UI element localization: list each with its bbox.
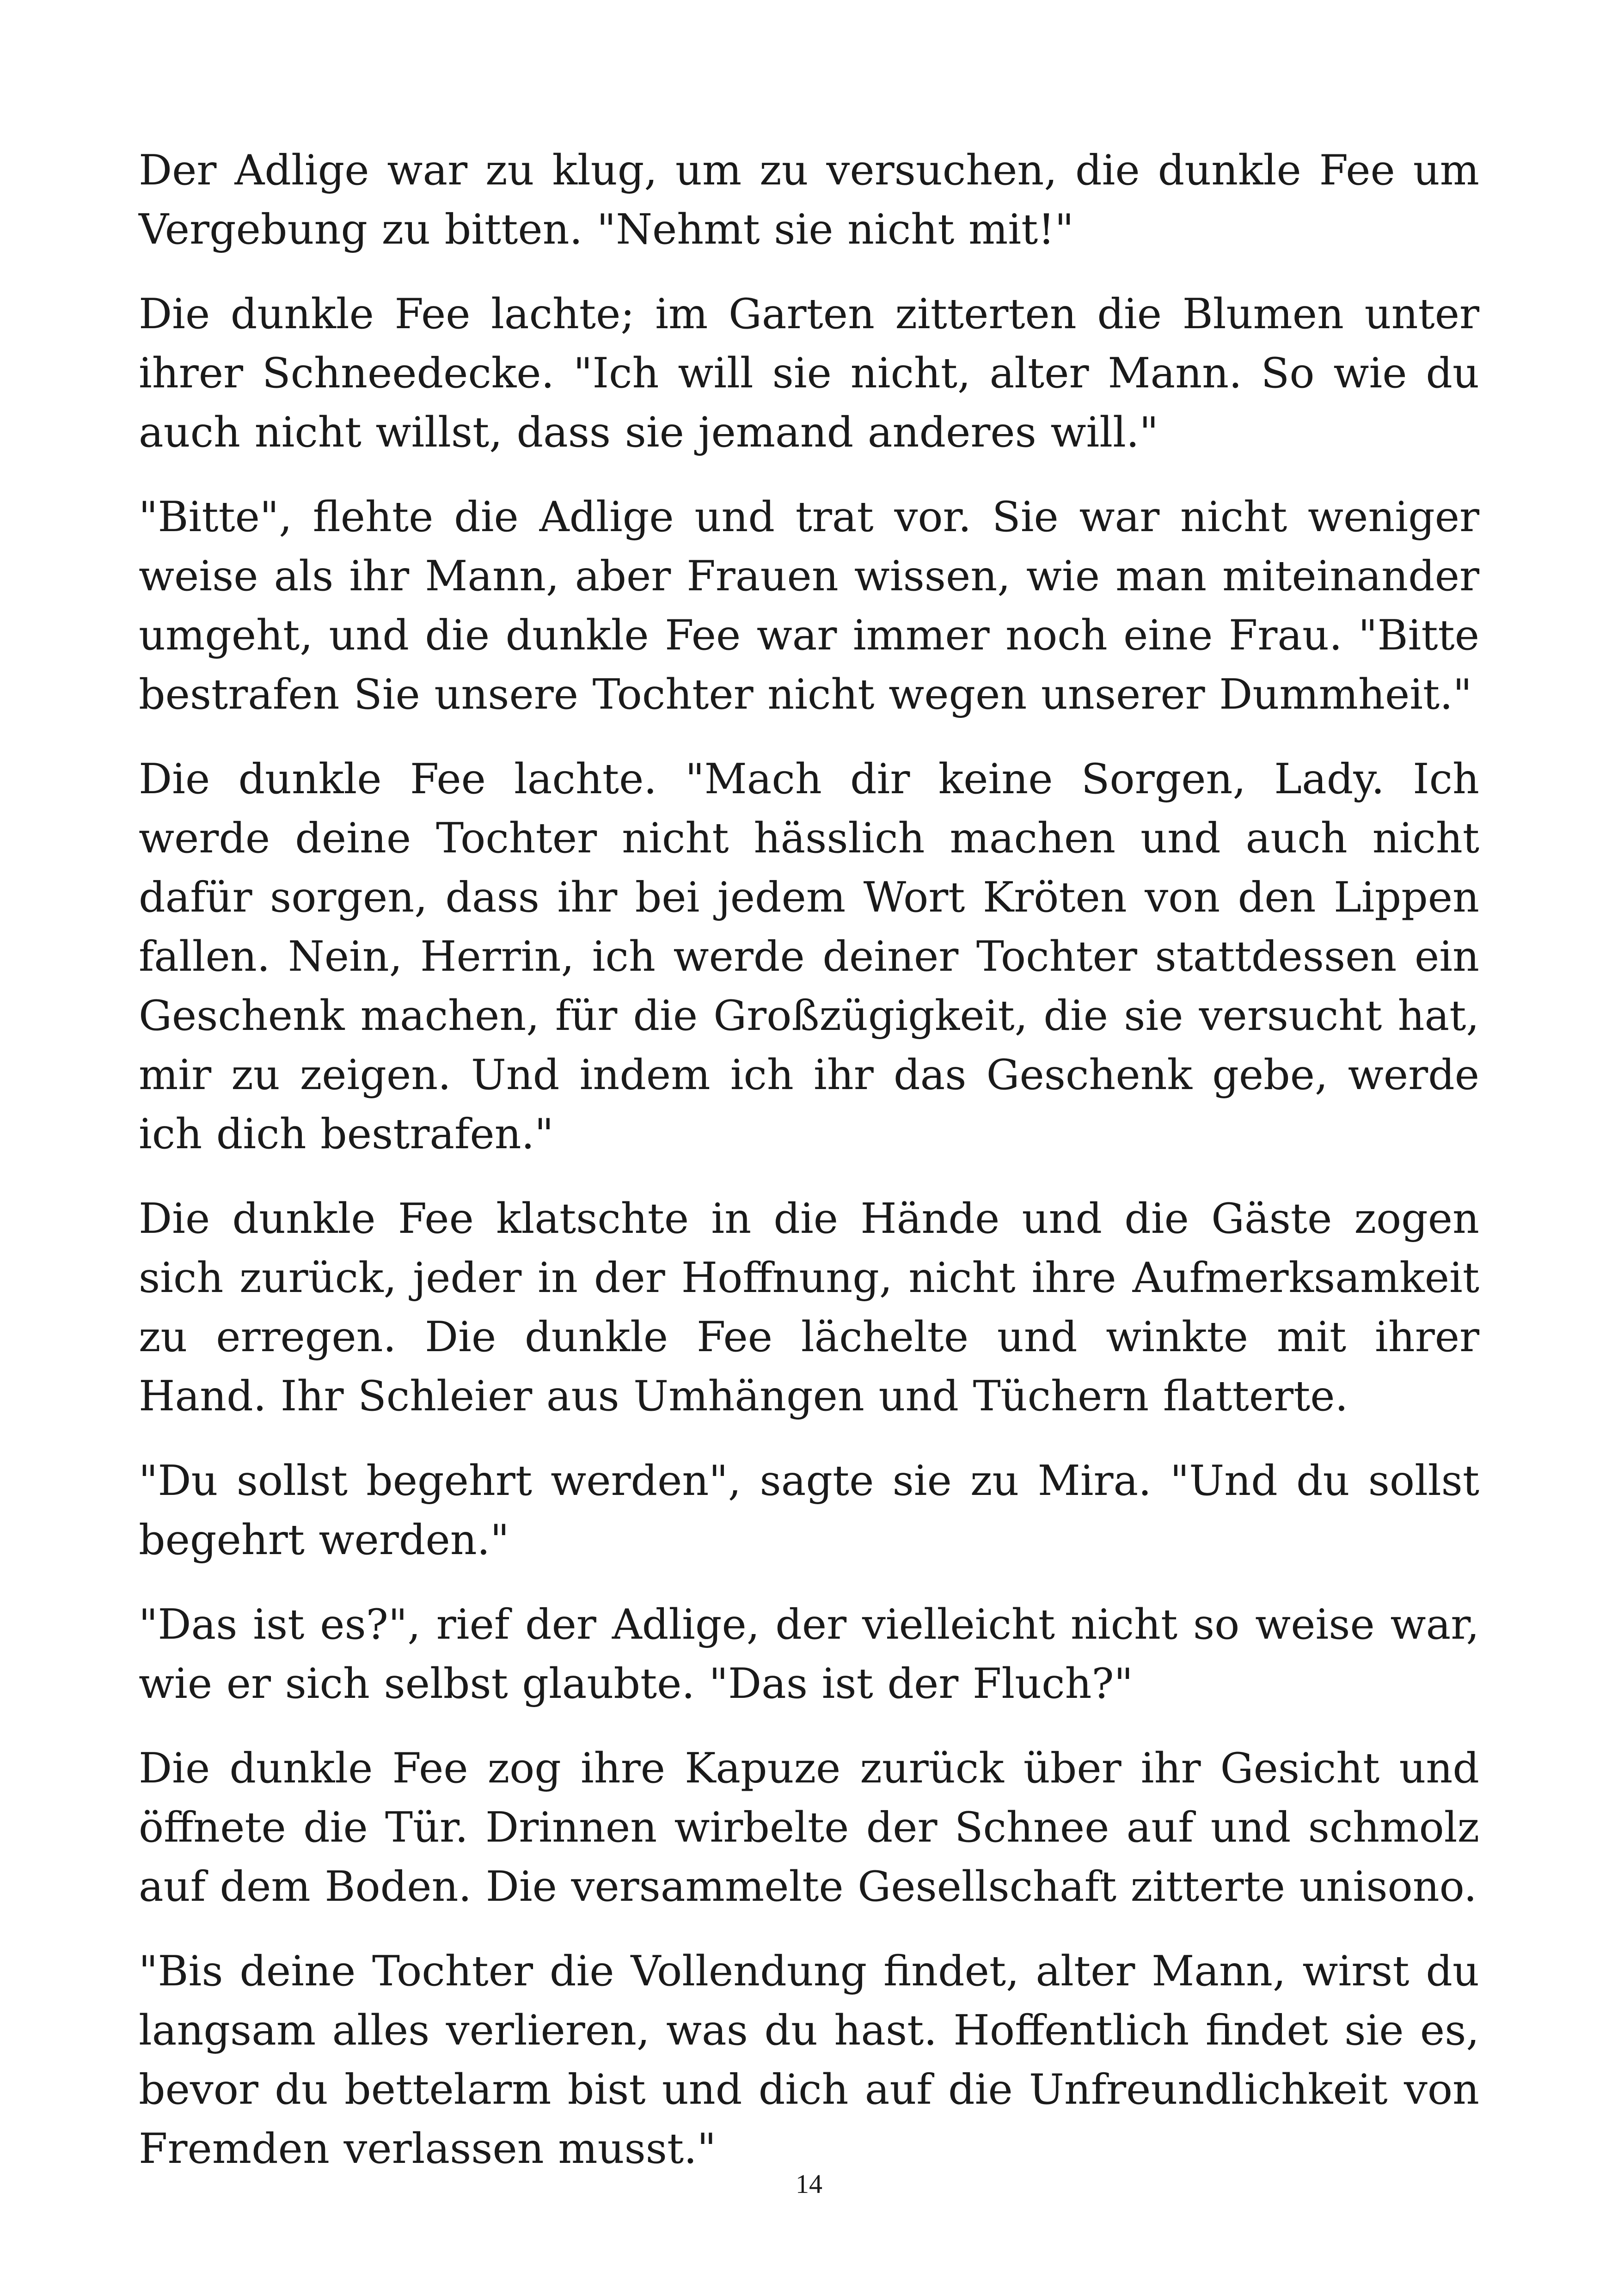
paragraph: Die dunkle Fee lachte; im Garten zitterten die Blumen unter ihrer Schneedecke. "Ich will sie nicht, alter Mann. So wie du auch nicht willst, dass sie jemand anderes will." [139, 290, 1479, 457]
paragraph: "Bis deine Tochter die Vollendung findet, alter Mann, wirst du langsam alles verlieren, was du hast. Hoffentlich findet sie es, bevor du bettelarm bist und dich auf die Unfreundlichkeit von Fremden verlassen musst." [139, 1947, 1479, 2173]
paragraph: "Du sollst begehrt werden", sagte sie zu Mira. "Und du sollst begehrt werden." [139, 1457, 1479, 1564]
paragraph: Der Adlige war zu klug, um zu versuchen, die dunkle Fee um Vergebung zu bitten. "Nehmt sie nicht mit!" [139, 146, 1479, 254]
paragraph: "Das ist es?", rief der Adlige, der vielleicht nicht so weise war, wie er sich selbst glaubte. "Das ist der Fluch?" [139, 1600, 1479, 1708]
paragraph: Die dunkle Fee zog ihre Kapuze zurück über ihr Gesicht und öffnete die Tür. Drinnen wirbelte der Schnee auf und schmolz auf dem Boden. Die versammelte Gesellschaft zitterte unisono. [139, 1744, 1479, 1911]
paragraph: "Bitte", flehte die Adlige und trat vor. Sie war nicht weniger weise als ihr Mann, aber Frauen wissen, wie man miteinander umgeht, und die dunkle Fee war immer noch eine Frau. "Bitte bestrafen Sie unsere Tochter nicht wegen unserer Dummheit." [139, 493, 1479, 719]
paragraph: Die dunkle Fee lachte. "Mach dir keine Sorgen, Lady. Ich werde deine Tochter nicht hässlich machen und auch nicht dafür sorgen, dass ihr bei jedem Wort Kröten von den Lippen fallen. Nein, Herrin, ich werde deiner Tochter stattdessen ein Geschenk machen, für die Großzügigkeit, die sie versucht hat, mir zu zeigen. Und indem ich ihr das Geschenk gebe, werde ich dich bestrafen." [139, 755, 1479, 1158]
page-number: 14 [796, 2169, 822, 2199]
paragraph: Die dunkle Fee klatschte in die Hände und die Gäste zogen sich zurück, jeder in der Hoffnung, nicht ihre Aufmerksamkeit zu erregen. Die dunkle Fee lächelte und winkte mit ihrer Hand. Ihr Schleier aus Umhängen und Tüchern flatterte. [139, 1194, 1479, 1420]
body-text [139, 141, 1479, 2204]
